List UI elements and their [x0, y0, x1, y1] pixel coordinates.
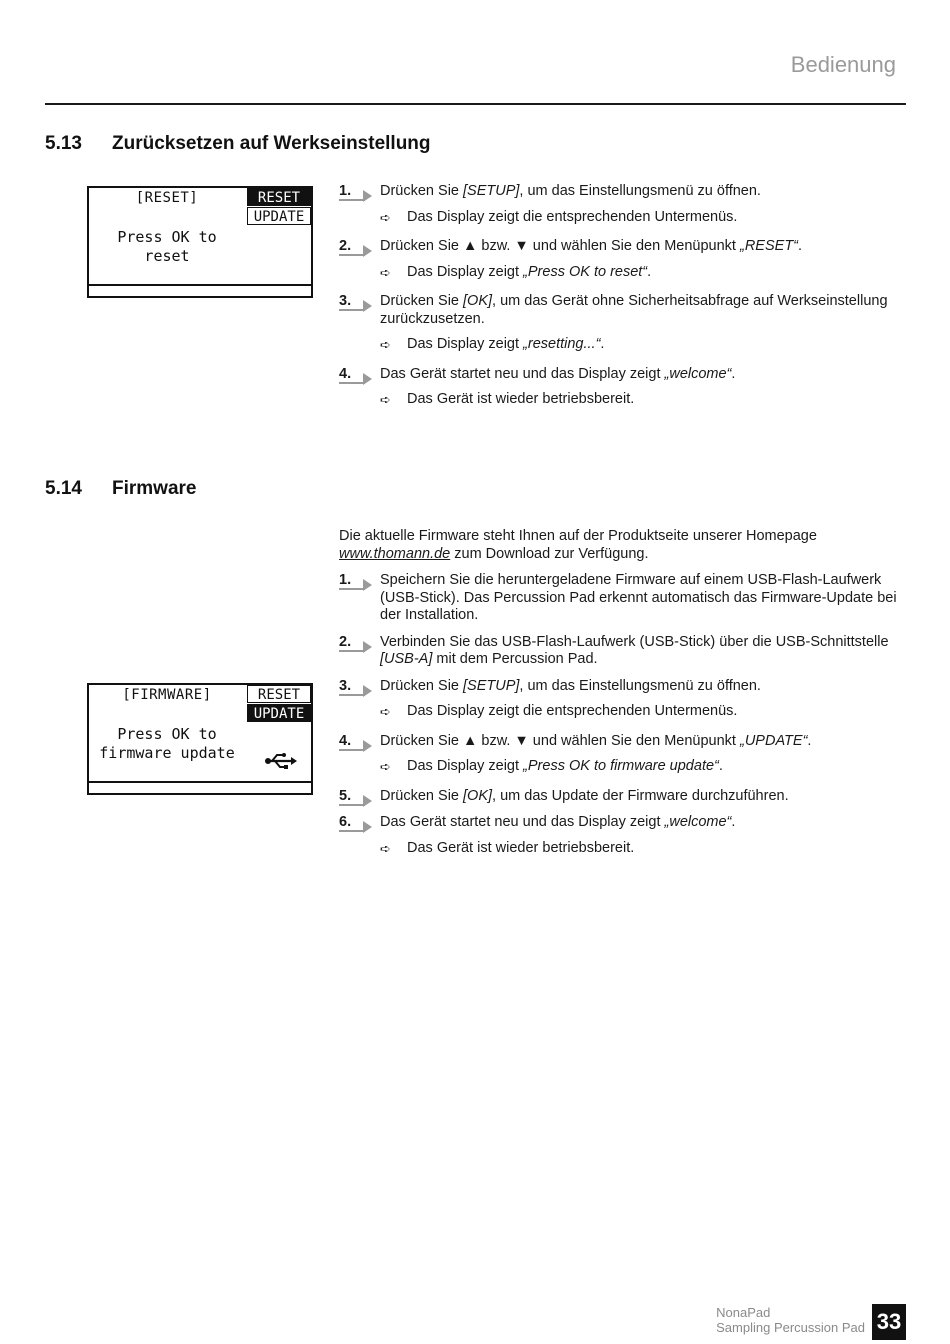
- step-arrow-icon: [363, 740, 372, 752]
- lcd-title: [FIRMWARE]: [122, 687, 212, 703]
- step-text: [380, 733, 905, 751]
- step-arrow-icon: [363, 245, 372, 257]
- step-text-part: .: [807, 732, 812, 749]
- lcd-menu: [247, 188, 311, 226]
- result-text: .: [647, 263, 652, 280]
- step-result: [339, 209, 905, 227]
- step-text-part: Drücken Sie ▲ bzw. ▼ und wählen Sie den Menüpunkt: [380, 732, 740, 749]
- step-arrow-bar: [339, 254, 365, 256]
- step-arrow-bar: [339, 830, 365, 832]
- step-text: [380, 678, 905, 696]
- step-item: [339, 814, 905, 832]
- result-arrow-icon: ➪: [380, 704, 391, 719]
- lcd-message: Press OK to firmware update: [99, 725, 235, 762]
- result-text: .: [600, 336, 605, 352]
- usb-icon: [264, 751, 298, 771]
- lcd-display-reset: [87, 186, 313, 298]
- step-list-reset: [339, 183, 905, 421]
- result-text: Das Display zeigt die entsprechenden Untermenüs.: [407, 208, 738, 225]
- step-item: [339, 293, 905, 328]
- step-number-label: 4.: [339, 365, 352, 382]
- step-emphasis: „welcome“: [664, 814, 732, 830]
- step-number: [339, 572, 373, 590]
- firmware-content: [339, 528, 905, 869]
- step-arrow-bar: [339, 650, 365, 652]
- header-rule: [45, 103, 906, 105]
- step-result: [339, 336, 905, 354]
- homepage-link[interactable]: www.thomann.de: [339, 545, 451, 562]
- step-text: [380, 634, 905, 669]
- step-item: [339, 634, 905, 669]
- step-text-part: , um das Einstellungsmenü zu öffnen.: [519, 183, 761, 199]
- step-text: [380, 293, 905, 328]
- step-number-label: 3.: [339, 293, 352, 309]
- step-item: [339, 366, 905, 384]
- result-text: .: [718, 758, 723, 774]
- step-number: [339, 733, 373, 751]
- intro-text-end: zum Download zur Verfügung.: [450, 545, 649, 562]
- step-list-firmware: [339, 572, 905, 857]
- step-number-label: 6.: [339, 814, 352, 830]
- section-heading-reset: [45, 133, 431, 155]
- lcd-screen: [89, 188, 311, 286]
- step-number-label: 2.: [339, 238, 352, 254]
- section-title: Firmware: [112, 478, 197, 499]
- result-text: Das Display zeigt: [407, 336, 524, 352]
- step-text-part: , um das Update der Firmware durchzuführen.: [492, 787, 789, 804]
- result-arrow-icon: ➪: [380, 209, 391, 225]
- step-arrow-bar: [339, 749, 365, 751]
- step-text-part: Drücken Sie ▲ bzw. ▼ und wählen Sie den Menüpunkt: [380, 238, 740, 254]
- section-title: Zurücksetzen auf Werkseinstellung: [112, 133, 431, 154]
- step-number-label: 3.: [339, 677, 352, 694]
- step-text-part: Drücken Sie: [380, 677, 464, 694]
- footer-product: NonaPad: [716, 1305, 771, 1320]
- step-arrow-icon: [363, 373, 372, 385]
- step-emphasis: „RESET“: [740, 238, 798, 254]
- step-arrow-bar: [339, 804, 365, 806]
- step-emphasis: [USB-A]: [380, 651, 433, 667]
- step-number: [339, 788, 373, 806]
- step-emphasis: „welcome“: [664, 365, 732, 382]
- result-text: Das Gerät ist wieder betriebsbereit.: [407, 391, 635, 407]
- step-item: [339, 788, 905, 806]
- step-text-part: , um das Gerät ohne Sicherheitsabfrage auf Werkseinstellung zurückzusetzen.: [380, 293, 888, 327]
- step-number: [339, 814, 373, 832]
- page-footer: [716, 1305, 865, 1335]
- result-text: Das Display zeigt die entsprechenden Untermenüs.: [407, 703, 738, 719]
- step-item: [339, 183, 905, 201]
- step-text-part: Das Gerät startet neu und das Display zeigt: [380, 814, 665, 830]
- firmware-intro: [339, 528, 905, 563]
- lcd-message: Press OK to reset: [117, 228, 217, 265]
- step-text-part: Drücken Sie: [380, 183, 464, 199]
- step-text-part: , um das Einstellungsmenü zu öffnen.: [519, 677, 761, 694]
- section-number: 5.14: [45, 478, 82, 499]
- intro-text: Die aktuelle Firmware steht Ihnen auf der Produktseite unserer Homepage: [339, 528, 817, 544]
- section-heading-firmware: [45, 478, 196, 500]
- step-result: [339, 391, 905, 409]
- step-text: [380, 788, 905, 806]
- result-emphasis: „resetting...“: [523, 336, 601, 352]
- result-text: Das Gerät ist wieder betriebsbereit.: [407, 839, 635, 856]
- step-emphasis: [SETUP]: [463, 183, 520, 199]
- step-arrow-icon: [363, 821, 372, 833]
- step-number: [339, 366, 373, 384]
- step-arrow-bar: [339, 588, 365, 590]
- page-number: 33: [872, 1304, 906, 1340]
- step-emphasis: [OK]: [463, 787, 493, 804]
- step-text: [380, 238, 905, 256]
- step-arrow-icon: [363, 685, 372, 697]
- step-text-part: Das Gerät startet neu und das Display zeigt: [380, 365, 665, 382]
- step-text: [380, 814, 905, 832]
- result-arrow-icon: ➪: [380, 392, 391, 407]
- step-result: [339, 264, 905, 282]
- lcd-display-firmware: [87, 683, 313, 795]
- step-arrow-icon: [363, 795, 372, 807]
- step-emphasis: [SETUP]: [463, 677, 520, 694]
- section-number: 5.13: [45, 133, 82, 154]
- step-text-part: Drücken Sie: [380, 293, 464, 309]
- step-arrow-icon: [363, 641, 372, 653]
- step-arrow-icon: [363, 300, 372, 312]
- step-text-part: Drücken Sie: [380, 787, 464, 804]
- step-result: [339, 840, 905, 858]
- lcd-menu-item-reset: RESET: [247, 188, 311, 206]
- step-number: [339, 293, 373, 311]
- step-result: [339, 758, 905, 776]
- step-item: [339, 238, 905, 256]
- result-arrow-icon: ➪: [380, 759, 391, 774]
- step-number-label: 2.: [339, 633, 352, 650]
- result-text: Das Display zeigt: [407, 263, 524, 280]
- running-header: Bedienung: [790, 52, 896, 77]
- result-emphasis: „Press OK to firmware update“: [523, 758, 719, 774]
- result-arrow-icon: ➪: [380, 840, 391, 856]
- lcd-menu-item-update: UPDATE: [247, 704, 311, 722]
- step-item: [339, 572, 905, 625]
- step-text-part: mit dem Percussion Pad.: [432, 651, 598, 667]
- step-number: [339, 183, 373, 201]
- step-emphasis: [OK]: [463, 293, 493, 309]
- step-result: [339, 703, 905, 721]
- lcd-title: [RESET]: [135, 190, 199, 206]
- step-arrow-bar: [339, 382, 365, 384]
- step-number: [339, 678, 373, 696]
- step-emphasis: „UPDATE“: [740, 732, 808, 749]
- step-number: [339, 634, 373, 652]
- result-emphasis: „Press OK to reset“: [523, 263, 648, 280]
- lcd-menu-item-reset: RESET: [247, 685, 311, 703]
- step-text-part: .: [798, 238, 803, 254]
- step-text-part: .: [731, 814, 736, 830]
- result-text: Das Display zeigt: [407, 758, 524, 774]
- step-number-label: 5.: [339, 787, 352, 804]
- step-text-part: Speichern Sie die heruntergeladene Firmware auf einem USB-Flash-Laufwerk (USB-Stick). Das Percussion Pad erkennt automatisch das Firmware-Update bei der Installation.: [380, 572, 897, 623]
- step-text-part: Verbinden Sie das USB-Flash-Laufwerk (USB-Stick) über die USB-Schnittstelle: [380, 633, 889, 650]
- step-number-label: 1.: [339, 572, 352, 588]
- step-arrow-bar: [339, 199, 365, 201]
- lcd-screen: [89, 685, 311, 783]
- result-arrow-icon: ➪: [380, 337, 391, 352]
- step-number-label: 1.: [339, 183, 352, 199]
- step-arrow-icon: [363, 579, 372, 591]
- footer-subtitle: Sampling Percussion Pad: [716, 1320, 865, 1335]
- step-arrow-bar: [339, 694, 365, 696]
- step-item: [339, 733, 905, 751]
- step-number: [339, 238, 373, 256]
- step-arrow-bar: [339, 309, 365, 311]
- lcd-footer: [89, 783, 311, 793]
- step-text-part: .: [731, 365, 736, 382]
- result-arrow-icon: ➪: [380, 264, 391, 280]
- step-item: [339, 678, 905, 696]
- lcd-footer: [89, 286, 311, 296]
- step-text: [380, 366, 905, 384]
- step-text: [380, 572, 905, 625]
- step-number-label: 4.: [339, 732, 352, 749]
- step-arrow-icon: [363, 190, 372, 202]
- lcd-menu-item-update: UPDATE: [247, 207, 311, 225]
- step-text: [380, 183, 905, 201]
- lcd-menu: [247, 685, 311, 723]
